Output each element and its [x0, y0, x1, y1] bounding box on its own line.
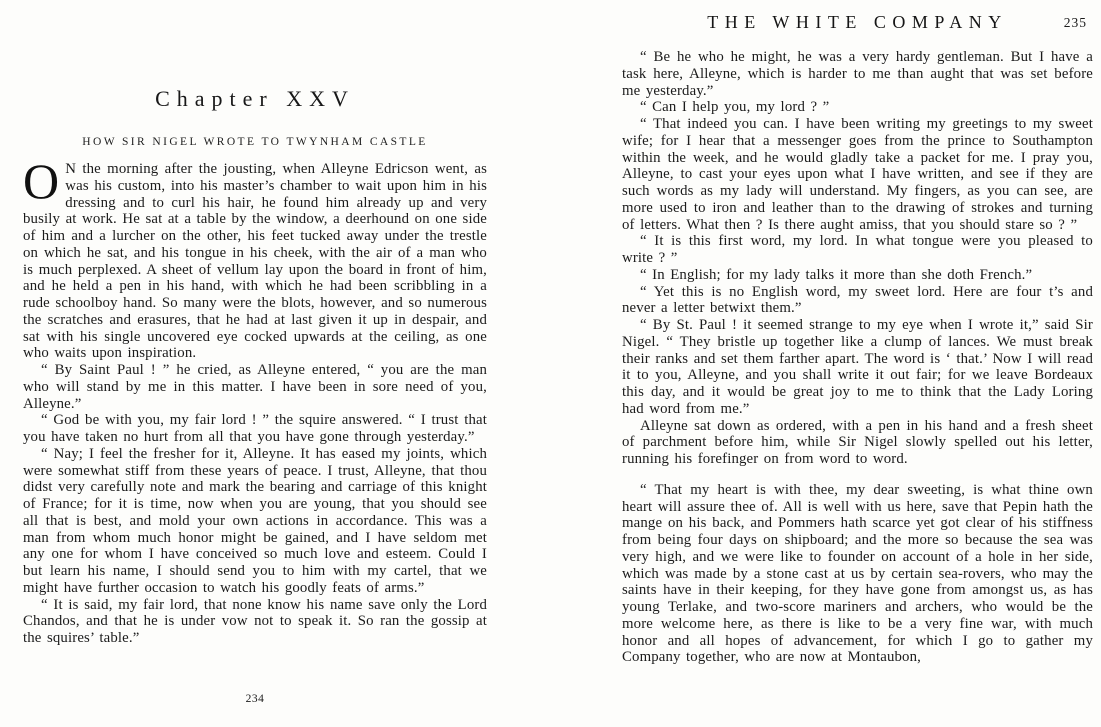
running-header [622, 12, 1093, 36]
paragraph: “ It is said, my fair lord, that none know his name save only the Lord Chandos, and that he is under vow not to speak it. So ran the gossip at the squires’ table.” [23, 596, 487, 646]
paragraph: “ By Saint Paul ! ” he cried, as Alleyne entered, “ you are the man who will stand by me in this matter. I have been in sore need of you, Alleyne.” [23, 362, 487, 412]
page-number-right: 235 [1063, 15, 1087, 30]
running-header-title: THE WHITE COMPANY [707, 12, 1008, 32]
chapter-title: Chapter XXV [155, 86, 355, 111]
paragraph: “ Yet this is no English word, my sweet lord. Here are four t’s and never a letter betwixt them.” [622, 283, 1093, 317]
paragraph: “ That indeed you can. I have been writing my greetings to my sweet wife; for I hear that a messenger goes from the prince to Southampton within the week, and he would gladly take a packet for me. I pray you, Alleyne, to cast your eyes upon what I have written, and see if they are such words as my lady will understand. My fingers, as you can see, are more used to iron and leather than to the drawing of strokes and turning of letters. What then ? Is there aught amiss, that you should stare so ? ” [622, 116, 1093, 233]
opening-paragraph [23, 153, 487, 362]
left-page-body [23, 153, 487, 647]
paragraph: “ Nay; I feel the fresher for it, Alleyne. It has eased my joints, which were somewhat stiff from these years of peace. I trust, Alleyne, that thou didst very carefully note and mark the bearing and carriage of this knight of France; for it is time, now when you are young, that you should see all that is best, and mold your own actions in accordance. This was a man from whom much honor might be gained, and I have seldom met any one for whom I have conceived so much love and esteem. Could I but learn his name, I should send you to him with my cartel, that we might have further occasion to watch his goodly feats of arms.” [23, 445, 487, 596]
paragraph: “ It is this first word, my lord. In what tongue were you pleased to write ? ” [622, 233, 1093, 266]
paragraph: Alleyne sat down as ordered, with a pen in his hand and a fresh sheet of parchment before him, while Sir Nigel slowly spelled out his letter, running his forefinger on from word to word. [622, 417, 1093, 467]
letter-paragraph: “ That my heart is with thee, my dear sweeting, is what thine own heart will assure thee of. All is well with us here, save that Pepin hath the mange on his back, and Pommers hath scarce yet got clear of his stiffness from being four days on shipboard; and the more so because the sea was very high, and we were like to founder on account of a hole in her side, which was made by a stone cast at us by certain sea-rovers, who may the saints have in their keeping, for they have gone from amongst us, as has young Terlake, and two-score mariners and archers, who would be the more welcome here, as there is like to be a very fine war, with much honor and all hopes of advancement, for which I go to gather my Company together, who are now at Montaubon, [622, 481, 1093, 666]
chapter-subtitle: HOW SIR NIGEL WROTE TO TWYNHAM CASTLE [82, 136, 428, 148]
page-number-left: 234 [245, 693, 265, 705]
right-page [622, 0, 1093, 727]
opening-paragraph-text: N the morning after the jousting, when Alleyne Edricson went, as was his custom, into his master’s chamber to wait upon him in his dressing and to curl his hair, he found him already up and very busily at work. He sat at a table by the window, a deerhound on one side of him and a lurcher on the other, his feet tucked away under the trestle on which he sat, and his tongue in his cheek, with the air of a man who is much perplexed. A sheet of vellum lay upon the board in front of him, and he held a pen in his hand, with which he had been scribbling in a rude schoolboy hand. So many were the blots, however, and so numerous the scratches and erasures, that he had at last given it up in despair, and sat with his single uncovered eye cocked upwards at the ceiling, as one who waits upon inspiration. [23, 161, 487, 362]
drop-cap: O [23, 153, 60, 209]
paragraph: “ By St. Paul ! it seemed strange to my eye when I wrote it,” said Sir Nigel. “ They bristle up together like a clump of lances. We must break their ranks and set them farther apart. The word is ‘ that.’ Now I will read it to you, Alleyne, and you shall write it out fair; for we leave Bordeaux this day, and it would be great joy to me to think that the Lady Loring had word from me.” [622, 317, 1093, 417]
paragraph: “ In English; for my lady talks it more than she doth French.” [640, 266, 1033, 283]
paragraph: “ Can I help you, my lord ? ” [640, 99, 830, 116]
paragraph: “ God be with you, my fair lord ! ” the squire answered. “ I trust that you have taken no hurt from all that you have gone through yesterday.” [23, 412, 487, 445]
right-page-body [622, 49, 1093, 666]
left-page [23, 0, 487, 727]
paragraph: “ Be he who he might, he was a very hardy gentleman. But I have a task here, Alleyne, which is harder to me than aught that was set before me yesterday.” [622, 49, 1093, 99]
